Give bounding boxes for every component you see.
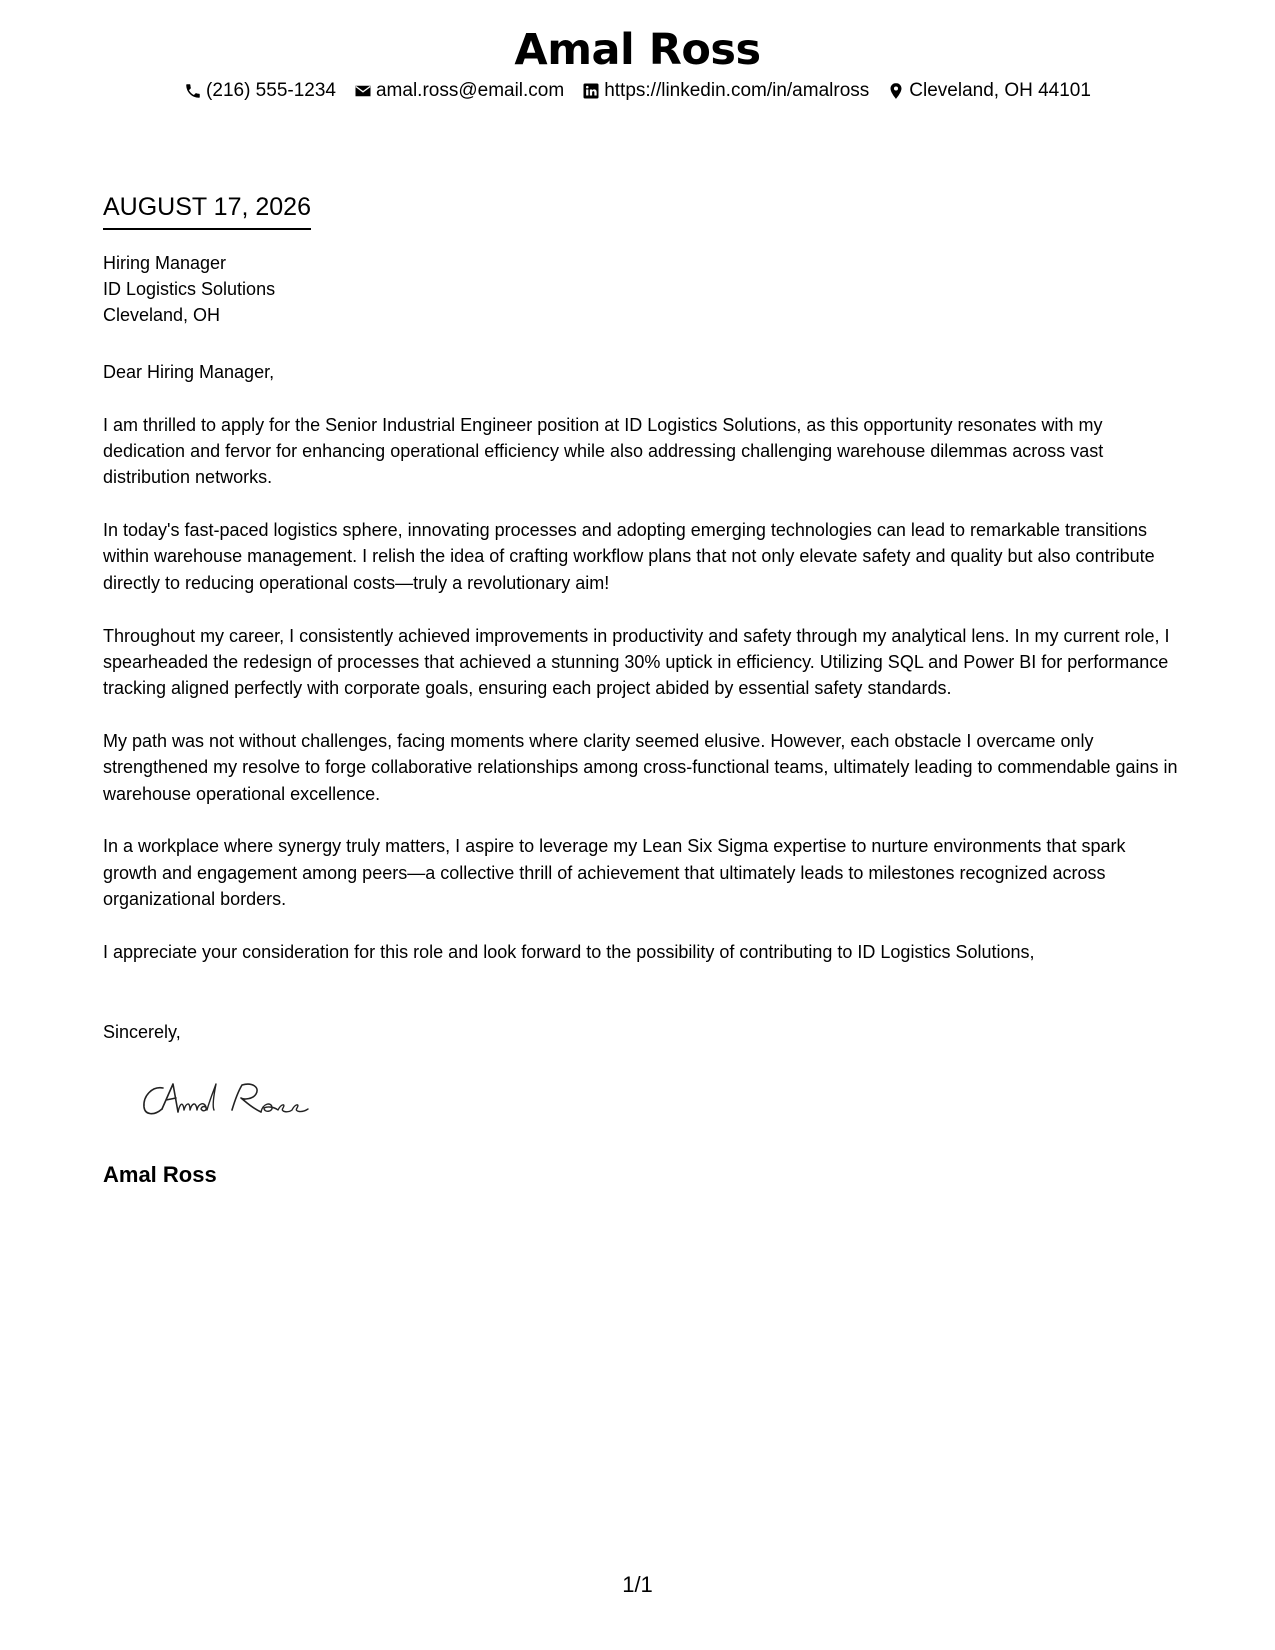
phone-text: (216) 555-1234 xyxy=(206,80,336,101)
letter-date: AUGUST 17, 2026 xyxy=(103,190,311,230)
contact-bar xyxy=(0,78,1275,104)
body-paragraph: I appreciate your consideration for this role and look forward to the possibility of contributing to ID Logistics Solutions, xyxy=(103,941,1035,962)
handwritten-signature xyxy=(140,1076,325,1126)
email-text[interactable]: amal.ross@email.com xyxy=(375,80,565,101)
linkedin-text[interactable]: https://linkedin.com/in/amalross xyxy=(604,80,870,101)
contact-linkedin[interactable] xyxy=(582,78,869,104)
body-paragraph: I am thrilled to apply for the Senior Industrial Engineer position at ID Logistics Solutions, as this opportunity resonates with my dedication and fervor for enhancing operational efficiency while also addressing challenging warehouse dilemmas across vast distribution networks. xyxy=(103,414,1104,488)
recipient-address xyxy=(103,250,275,328)
envelope-icon xyxy=(354,82,372,100)
contact-phone xyxy=(184,78,336,104)
recipient-location: Cleveland, OH xyxy=(103,305,221,325)
signer-name: Amal Ross xyxy=(103,1162,217,1187)
contact-email[interactable] xyxy=(354,78,564,104)
letter-body xyxy=(103,359,1183,992)
body-paragraph: In today's fast-paced logistics sphere, innovating processes and adopting emerging technologies can lead to remarkable transitions within warehouse management. I relish the idea of crafting workflow plans that not only elevate safety and quality but also contribute directly to reducing operational costs—truly a revolutionary aim! xyxy=(103,520,1155,593)
linkedin-icon xyxy=(582,82,600,100)
closing: Sincerely, xyxy=(103,1022,181,1042)
recipient-company: ID Logistics Solutions xyxy=(103,279,276,299)
applicant-name: Amal Ross xyxy=(514,25,761,75)
body-paragraph: Throughout my career, I consistently achieved improvements in productivity and safety through my analytical lens. In my current role, I spearheaded the redesign of processes that achieved a stunning 30% uptick in efficiency. Utilizing SQL and Power BI for performance tracking aligned perfectly with corporate goals, ensuring each project abided by essential safety standards. xyxy=(103,625,1170,699)
phone-icon xyxy=(184,82,202,100)
map-pin-icon xyxy=(887,82,905,100)
recipient-title: Hiring Manager xyxy=(103,253,227,273)
salutation: Dear Hiring Manager, xyxy=(103,362,275,382)
page-number: 1/1 xyxy=(622,1572,653,1597)
contact-location xyxy=(887,78,1091,104)
location-text: Cleveland, OH 44101 xyxy=(909,80,1091,101)
body-paragraph: My path was not without challenges, facing moments where clarity seemed elusive. However, each obstacle I overcame only strengthened my resolve to forge collaborative relationships among cross-functional teams, ultimately leading to commendable gains in warehouse operational excellence. xyxy=(103,730,1178,804)
body-paragraph: In a workplace where synergy truly matters, I aspire to leverage my Lean Six Sigma expertise to nurture environments that spark growth and engagement among peers—a collective thrill of achievement that ultimately leads to milestones recognized across organizational borders. xyxy=(103,836,1126,909)
